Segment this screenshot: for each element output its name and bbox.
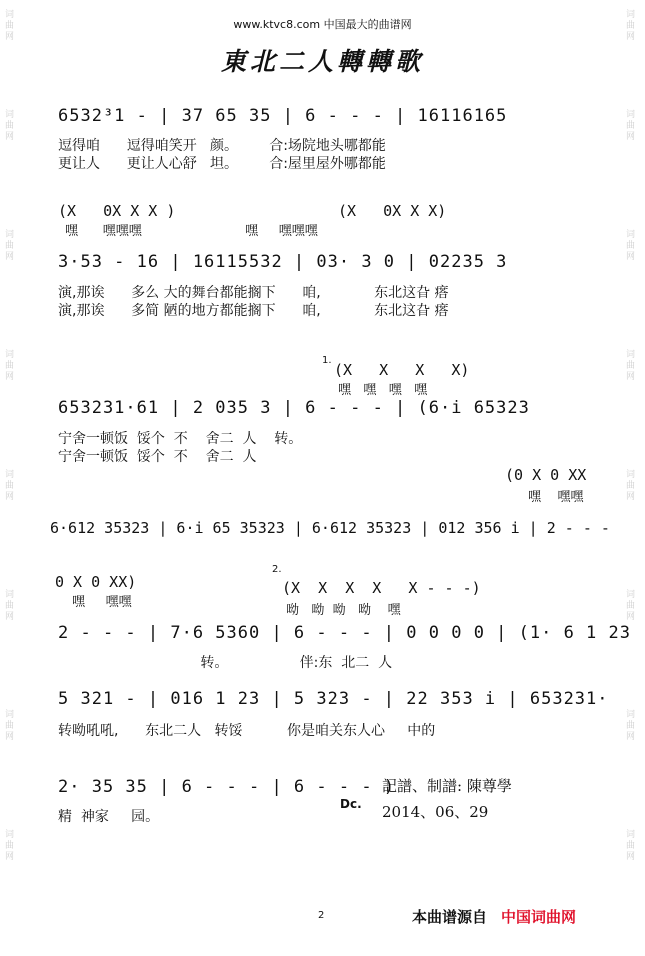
notation: 653231·61 | 2 035 3 | 6 - - - | (6·i 65323 — [58, 398, 530, 418]
credits-author: 記譜、制譜: 陳尊學 — [382, 777, 512, 795]
lyric-verse-1: 演,那诶 多么 大的舞台都能搁下 咱, 东北这旮 瘩 — [58, 285, 449, 301]
notation: 6532³1 - | 37 65 35 | 6 - - - | 16116165 — [58, 106, 508, 126]
watermark-text: 词曲网 — [5, 350, 15, 382]
watermark-text: 词曲网 — [626, 830, 636, 862]
watermark-text: 词曲网 — [626, 110, 636, 142]
notation: 3·53 - 16 | 16115532 | 03· 3 0 | 02235 3 — [58, 252, 508, 272]
lyric-verse-1: 逗得咱 逗得咱笑开 颜。 合:场院地头哪都能 — [58, 138, 386, 154]
watermark-text: 词曲网 — [626, 470, 636, 502]
credits-date: 2014、06、29 — [382, 803, 489, 821]
watermark-text: 词曲网 — [626, 710, 636, 742]
percussion-pattern: (X 0X X X ) (X 0X X X) — [58, 202, 447, 220]
watermark-text: 词曲网 — [5, 230, 15, 262]
watermark-text: 词曲网 — [626, 10, 636, 42]
lyric-verse-2: 宁舍一顿饭 馁个 不 舍二 人 — [58, 449, 257, 465]
shout-lyric: 呦 呦 呦 呦 嘿 — [286, 603, 401, 618]
shout-lyric: 嘿 嘿嘿嘿 嘿 嘿嘿嘿 — [65, 224, 318, 239]
lyric-verse-1: 转呦吼吼, 东北二人 转馁 你是咱关东人心 中的 — [58, 723, 436, 739]
source-note — [412, 906, 576, 927]
volta-mark: 1. — [322, 355, 332, 366]
watermark-text: 词曲网 — [5, 590, 15, 622]
watermark-text: 词曲网 — [5, 10, 15, 42]
notation: 2 - - - | 7·6 5360 | 6 - - - | 0 0 0 0 | (1· 6 1 23 — [58, 623, 631, 643]
volta-mark: 2. — [272, 564, 282, 575]
notation: 5 321 - | 016 1 23 | 5 323 - | 22 353 i | 653231· — [58, 689, 609, 709]
watermark-text: 词曲网 — [5, 830, 15, 862]
page-number: 2 — [318, 910, 325, 921]
lyric-verse-1: 转。 伴:东 北二 人 — [58, 655, 393, 671]
source-label: 本曲谱源自 — [412, 908, 488, 926]
watermark-text: 词曲网 — [5, 110, 15, 142]
dc-mark: Dc. — [340, 797, 362, 811]
percussion-pattern: (X X X X) — [334, 361, 470, 379]
lyric-verse-1: 宁舍一顿饭 馁个 不 舍二 人 转。 — [58, 431, 303, 447]
watermark-text: 词曲网 — [626, 230, 636, 262]
watermark-text: 词曲网 — [5, 710, 15, 742]
lyric-verse-2: 演,那诶 多简 陋的地方都能搁下 咱, 东北这旮 瘩 — [58, 303, 449, 319]
site-url: www.ktvc8.com 中国最大的曲谱网 — [233, 18, 412, 31]
notation: 2· 35 35 | 6 - - - | 6 - - - ) — [58, 777, 396, 797]
percussion-pattern: 0 X 0 XX) — [55, 573, 137, 591]
credits — [382, 773, 512, 825]
watermark-text: 词曲网 — [5, 470, 15, 502]
watermark-text: 词曲网 — [626, 590, 636, 622]
shout-lyric: 嘿 嘿嘿 — [528, 490, 584, 505]
lyric-verse-2: 更让人 更让人心舒 坦。 合:屋里屋外哪都能 — [58, 156, 386, 172]
lyric-verse-1: 精 神家 园。 — [58, 809, 160, 825]
percussion-pattern: (X X X X X - - -) — [282, 579, 481, 597]
notation: 6·612 35323 | 6·i 65 35323 | 6·612 35323 | 012 356 i | 2 - - - — [50, 519, 610, 537]
shout-lyric: 嘿 嘿嘿 — [72, 595, 132, 610]
percussion-pattern: (0 X 0 XX — [505, 466, 587, 484]
shout-lyric: 嘿 嘿 嘿 嘿 — [338, 383, 428, 398]
song-title: 東北二人轉轉歌 — [220, 47, 424, 76]
source-site: 中国词曲网 — [501, 908, 577, 926]
watermark-text: 词曲网 — [626, 350, 636, 382]
